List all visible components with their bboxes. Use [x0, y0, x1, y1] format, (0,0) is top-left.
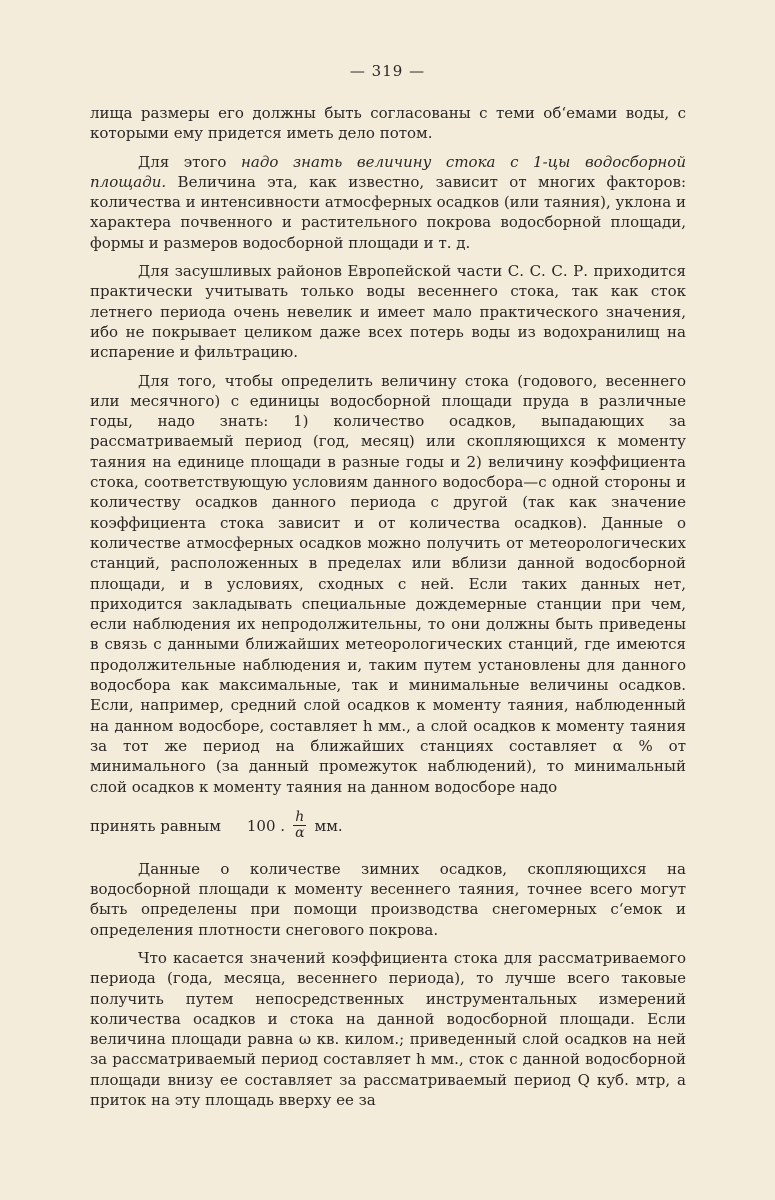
- paragraph-5: Данные о количестве зимних осадков, скопляющихся на водосборной площади к моменту весеннего таяния, точнее всего могут быть определены при помощи производства снегомерных с‘емок и определения плотности снегового покрова.: [90, 859, 686, 939]
- formula: [90, 805, 686, 847]
- formula-numerator: h: [295, 809, 305, 826]
- page-number: — 319 —: [349, 62, 426, 80]
- paragraph-4: Для того, чтобы определить величину стока (годового, весеннего или месячного) с единицы водосборной площади пруда в различные годы, надо знать: 1) количество осадков, выпадающих за рассматриваемый период (год, месяц) или скопляющихся к моменту таяния на единице площади в разные годы и 2) величину коэффициента стока, соответствующую условиям данного водосбора—с одной стороны и количеству осадков данного периода с другой (так как значение коэффициента стока зависит и от количества осадков). Данные о количестве атмосферных осадков можно получить от метеорологических станций, расположенных в пределах или вблизи данной водосборной площади, и в условиях, сходных с ней. Если таких данных нет, приходится закладывать специальные дождемерные станции при чем, если наблюдения их непродолжительны, то они должны быть приведены в связь с данными ближайших метеорологических станций, где имеются продолжительные наблюдения и, таким путем установлены для данного водосбора как максимальные, так и минимальные величины осадков. Если, например, средний слой осадков к моменту таяния, наблюденный на данном водосборе, составляет h мм., а слой осадков к моменту таяния за тот же период на ближайших станциях составляет α % от минимального (за данный промежуток наблюдений), то минимальный слой осадков к моменту таяния на данном водосборе надо: [90, 371, 686, 796]
- paragraph-2-rest: Величина эта, как известно, зависит от многих факторов: количества и интенсивности атмосферных осадков (или таяния), уклона и характера почвенного и растительного покрова водосборной площади, формы и размеров водосборной площади и т. д.: [90, 172, 686, 252]
- paragraph-2: [90, 152, 686, 253]
- paragraph-6: Что касается значений коэффициента стока для рассматриваемого периода (года, месяца, весеннего периода), то лучше всего таковые получить путем непосредственных инструментальных измерений количества осадков и стока на данной водосборной площади. Если величина площади равна ω кв. килом.; приведенный слой осадков на ней за рассматриваемый период составляет h мм., сток с данной водосборной площади внизу ее составляет за рассматриваемый период Q куб. мтр, а приток на эту площадь вверху ее за: [90, 948, 686, 1110]
- paragraph-2-lead: Для этого: [138, 152, 241, 171]
- formula-unit: мм.: [314, 816, 343, 835]
- formula-fraction: [293, 810, 306, 841]
- paragraph-3: Для засушливых районов Европейской части С. С. С. Р. приходится практически учитывать только воды весеннего стока, так как сток летнего периода очень невелик и имеет мало практического значения, ибо не покрывает целиком даже всех потерь воды из водохранилищ на испарение и фильтрацию.: [90, 262, 686, 362]
- formula-coefficient: 100 .: [246, 816, 286, 835]
- paragraph-2-emphasis: надо знать величину стока с 1-цы водосборной площади.: [90, 152, 687, 191]
- formula-denominator: α: [295, 825, 305, 842]
- paragraph-1: лища размеры его должны быть согласованы с теми об‘емами воды, с которыми ему придется иметь дело потом.: [90, 104, 686, 143]
- formula-label: принять равным: [90, 816, 221, 835]
- body-text: [90, 103, 686, 1118]
